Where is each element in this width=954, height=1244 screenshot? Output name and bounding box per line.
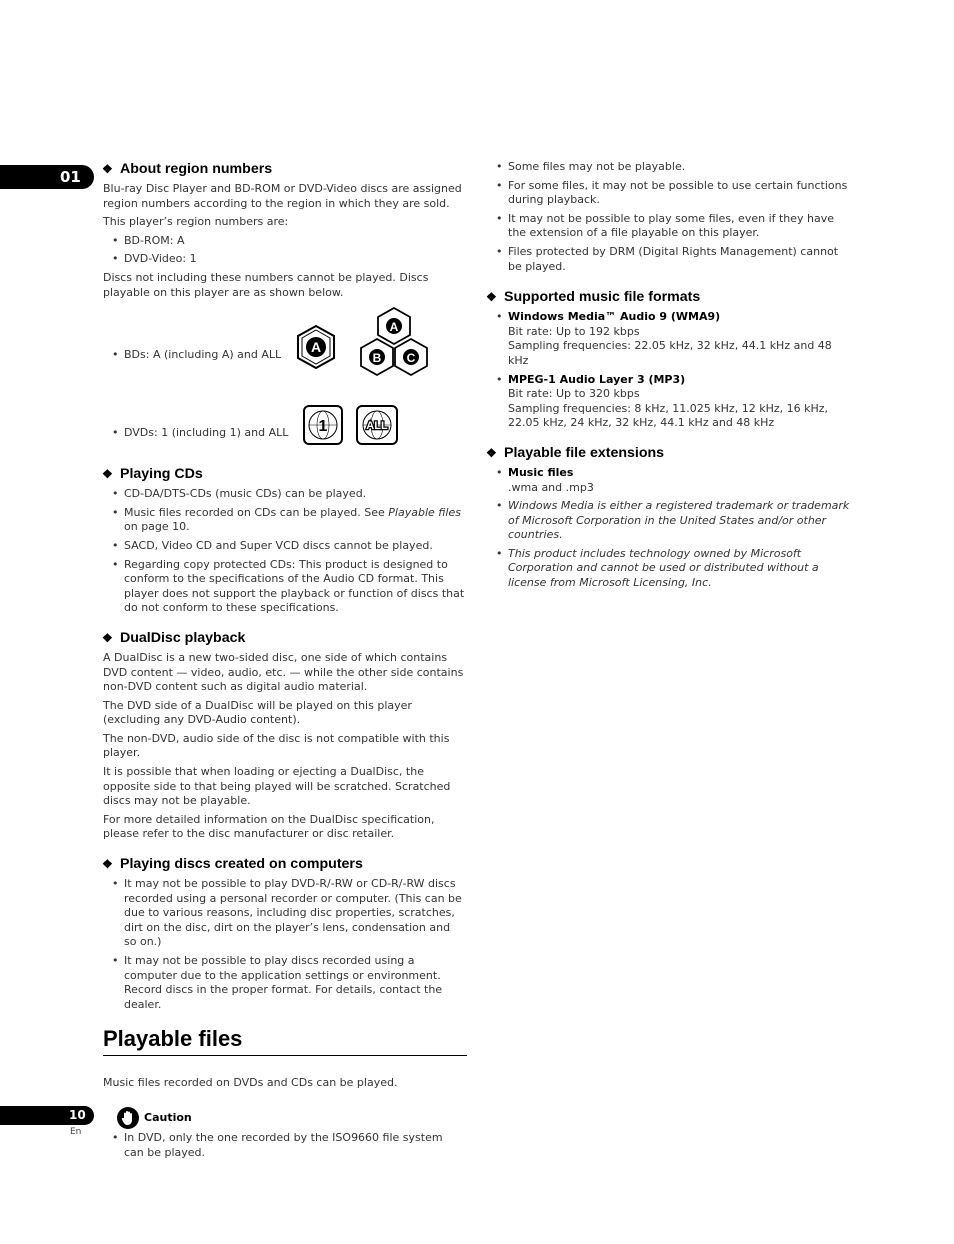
chapter-tab: 01 (0, 165, 94, 189)
file-notes-list (487, 160, 853, 274)
list-item: • Music files .wma and .mp3 (487, 466, 853, 495)
paragraph: It is possible that when loading or ejecting a DualDisc, the opposite side to that being played will be scratched. Scratched discs may not be playable. (103, 765, 451, 808)
section-region-numbers (103, 160, 465, 452)
format-list (487, 310, 853, 431)
list-item: • MPEG-1 Audio Layer 3 (MP3) Bit rate: Up to 320 kbps Sampling frequencies: 8 kHz, 11.025 kHz, 12 kHz, 16 kHz, 22.05 kHz, 24 kHz, 32 kHz, 44.1 kHz and 48 kHz (487, 373, 853, 431)
diamond-bullet-icon: ❖ (102, 467, 113, 482)
section-dualdisc (103, 629, 465, 842)
extension-list (487, 466, 853, 591)
svg-text:A: A (310, 339, 322, 356)
left-column (103, 160, 465, 1164)
list-item: • It may not be possible to play discs recorded using a computer due to the application settings or environment. Record discs in the proper format. For details, contact the dealer. (103, 954, 465, 1012)
section-title: ❖ Playing CDs (102, 466, 203, 483)
section-title: ❖ DualDisc playback (102, 629, 246, 646)
cross-reference-link[interactable]: Playable files (388, 505, 461, 519)
dvd-region-all-logo (356, 405, 398, 445)
paragraph: For more detailed information on the DualDisc specification, please refer to the disc manufacturer or disc retailer. (103, 812, 435, 841)
region-logos (103, 304, 465, 452)
svg-text:ALL: ALL (366, 420, 388, 433)
diamond-bullet-icon: ❖ (486, 290, 497, 305)
list-item: • DVD-Video: 1 (103, 252, 465, 267)
section-title: ❖ Playable file extensions (486, 444, 665, 461)
list-item: • SACD, Video CD and Super VCD discs cannot be played. (103, 539, 465, 554)
caution-hand-icon (117, 1107, 139, 1129)
list-item: • Files protected by DRM (Digital Rights Management) cannot be played. (487, 245, 853, 274)
section-title: ❖ About region numbers (102, 161, 273, 177)
list-item: • Music files recorded on CDs can be played. See Playable files on page 10. (103, 506, 465, 535)
dvd-region-1-logo (303, 405, 343, 445)
section-title: ❖ Supported music file formats (486, 289, 701, 306)
paragraph: This player’s region numbers are: (103, 215, 289, 229)
list-item: • BD-ROM: A (103, 234, 465, 249)
paragraph: Music files recorded on DVDs and CDs can be played. (103, 1076, 398, 1090)
bd-region-abc-logo (359, 307, 429, 379)
paragraph: Discs not including these numbers cannot be played. Discs playable on this player are as shown below. (103, 270, 429, 299)
list-item: • CD-DA/DTS-CDs (music CDs) can be played. (103, 487, 465, 502)
caution-list (103, 1131, 465, 1160)
section-playing-cds (103, 465, 465, 616)
paragraph: A DualDisc is a new two-sided disc, one side of which contains DVD content — video, audio, etc. — while the other side contains non-DVD content such as digital audio material. (103, 650, 464, 694)
diamond-bullet-icon: ❖ (102, 162, 113, 176)
list-item: • Windows Media is either a registered trademark or trademark of Microsoft Corporation in the United States and/or other countries. (487, 499, 853, 543)
diamond-bullet-icon: ❖ (486, 445, 497, 460)
section-supported-formats (487, 288, 853, 431)
chapter-heading: Playable files (103, 1025, 467, 1056)
svg-text:B: B (372, 351, 382, 366)
section-file-extensions (487, 444, 853, 591)
list-item: • In DVD, only the one recorded by the ISO9660 file system can be played. (103, 1131, 465, 1160)
list-item: • DVDs: 1 (including 1) and ALL (103, 426, 303, 441)
list-item: • It may not be possible to play some files, even if they have the extension of a file playable on this player. (487, 212, 853, 241)
list-item: • For some files, it may not be possible to use certain functions during playback. (487, 179, 853, 208)
section-title: ❖ Playing discs created on computers (102, 856, 363, 873)
page-language: En (70, 1127, 82, 1137)
svg-text:1: 1 (318, 418, 328, 436)
computer-list (103, 877, 465, 1012)
paragraph: The DVD side of a DualDisc will be played on this player (excluding any DVD-Audio content). (103, 698, 412, 727)
caution-label: Caution (144, 1110, 192, 1124)
cd-list (103, 487, 465, 616)
paragraph: Blu-ray Disc Player and BD-ROM or DVD-Video discs are assigned region numbers according to the region in which they are sold. (103, 182, 462, 210)
section-computer-discs (103, 855, 465, 1012)
bd-region-a-logo (296, 325, 336, 369)
region-list (103, 234, 465, 267)
diamond-bullet-icon: ❖ (102, 630, 113, 645)
caution-header (117, 1107, 465, 1129)
page-number: 10 (0, 1106, 94, 1125)
list-item: • Windows Media™ Audio 9 (WMA9) Bit rate: Up to 192 kbps Sampling frequencies: 22.05 kHz, 32 kHz, 44.1 kHz and 48 kHz (487, 310, 853, 368)
list-item: • It may not be possible to play DVD-R/-RW or CD-R/-RW discs recorded using a personal recorder or computer. (This can be due to various reasons, including disc properties, scratches, dirt on the disc, dirt on the player’s lens, condensation and so on.) (103, 877, 465, 950)
svg-text:C: C (406, 351, 416, 366)
right-column (487, 160, 853, 604)
svg-text:A: A (389, 320, 399, 335)
paragraph: The non-DVD, audio side of the disc is not compatible with this player. (103, 731, 450, 760)
list-item: • BDs: A (including A) and ALL (103, 348, 303, 363)
list-item: • Regarding copy protected CDs: This product is designed to conform to the specifications of the Audio CD format. This player does not support the playback or function of discs that do not conform to these specifications. (103, 558, 465, 616)
list-item: • This product includes technology owned by Microsoft Corporation and cannot be used or distributed without a license from Microsoft Licensing, Inc. (487, 547, 853, 591)
diamond-bullet-icon: ❖ (102, 857, 113, 872)
list-item: • Some files may not be playable. (487, 160, 853, 175)
